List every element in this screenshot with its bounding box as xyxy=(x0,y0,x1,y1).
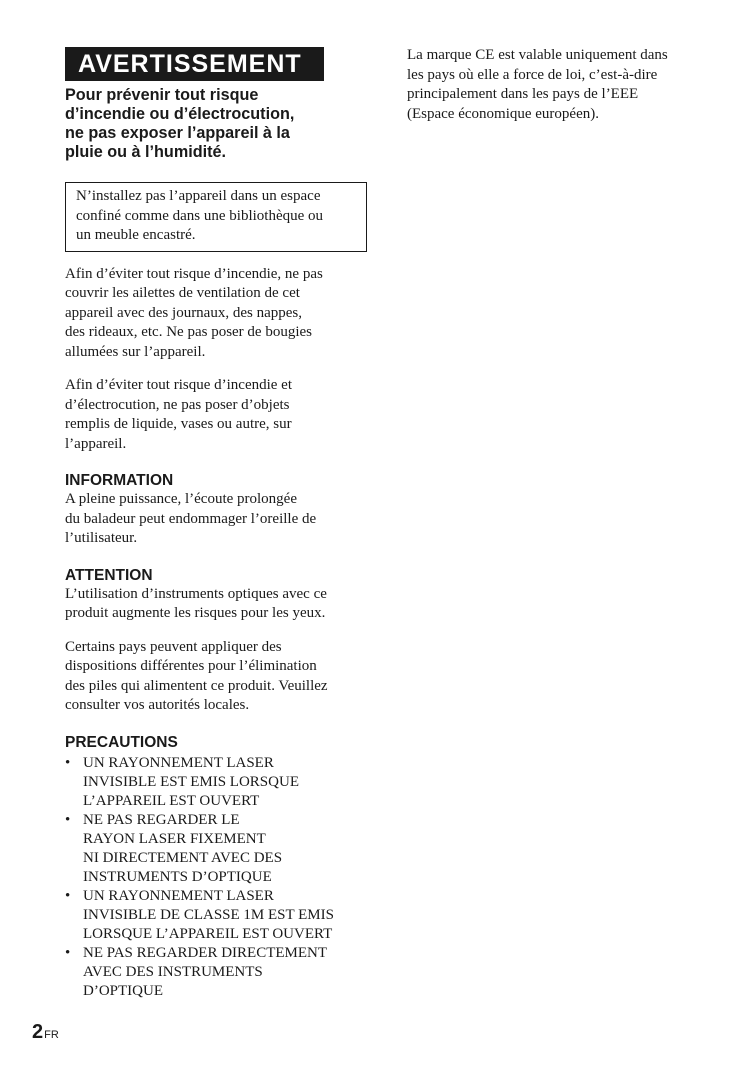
paragraph-line: produit augmente les risques pour les yeux. xyxy=(65,605,326,621)
paragraph-line: principalement dans les pays de l’EEE xyxy=(407,86,639,102)
warning-heading-line: ne pas exposer l’appareil à la xyxy=(65,124,290,142)
warning-heading-line: pluie ou à l’humidité. xyxy=(65,143,226,161)
warning-heading-line: Pour prévenir tout risque xyxy=(65,86,259,104)
list-item-line: LORSQUE L’APPAREIL EST OUVERT xyxy=(83,925,333,942)
list-item-line: NI DIRECTEMENT AVEC DES xyxy=(83,849,283,866)
list-item xyxy=(65,754,367,811)
paragraph-line: A pleine puissance, l’écoute prolongée xyxy=(65,491,298,507)
paragraph-line: dispositions différentes pour l’élimination xyxy=(65,658,317,674)
list-item-line: D’OPTIQUE xyxy=(83,982,163,999)
warning-heading xyxy=(65,86,365,162)
list-item-line: UN RAYONNEMENT LASER xyxy=(83,754,274,771)
shock-paragraph xyxy=(65,376,367,454)
warning-heading-line: d’incendie ou d’électrocution, xyxy=(65,105,295,123)
language-code: FR xyxy=(44,1029,59,1041)
paragraph-line: l’appareil. xyxy=(65,435,127,452)
paragraph-line: d’électrocution, ne pas poser d’objets xyxy=(65,396,290,413)
ce-mark-paragraph xyxy=(407,46,707,124)
information-paragraph xyxy=(65,490,367,549)
list-item xyxy=(65,887,367,944)
paragraph-line: Certains pays peuvent appliquer des xyxy=(65,638,282,655)
paragraph-line: les pays où elle a force de loi, c’est-à-dire xyxy=(407,66,658,83)
paragraph-line: l’utilisateur. xyxy=(65,530,138,546)
paragraph-line: Afin d’éviter tout risque d’incendie et xyxy=(65,377,293,393)
list-item-line: AVEC DES INSTRUMENTS xyxy=(83,963,263,980)
list-item xyxy=(65,944,367,1001)
paragraph-line: couvrir les ailettes de ventilation de cet xyxy=(65,285,300,301)
list-item-line: NE PAS REGARDER LE xyxy=(83,811,240,828)
warning-banner: AVERTISSEMENT xyxy=(65,47,324,81)
paragraph-line: L’utilisation d’instruments optiques avec ce xyxy=(65,585,327,602)
list-item-line: INVISIBLE EST EMIS LORSQUE xyxy=(83,773,299,790)
paragraph-line: (Espace économique européen). xyxy=(407,105,599,122)
paragraph-line: du baladeur peut endommager l’oreille de xyxy=(65,510,317,527)
attention-paragraph xyxy=(65,585,367,624)
bullet-icon: • xyxy=(65,811,71,828)
paragraph-line: consulter vos autorités locales. xyxy=(65,697,250,713)
paragraph-line: des rideaux, etc. Ne pas poser de bougies xyxy=(65,324,313,340)
page-footer xyxy=(32,1021,59,1044)
list-item-line: NE PAS REGARDER DIRECTEMENT xyxy=(83,944,328,961)
information-heading: INFORMATION xyxy=(65,472,174,489)
paragraph-line: des piles qui alimentent ce produit. Veuillez xyxy=(65,677,328,694)
left-column xyxy=(65,47,367,1001)
list-item-line: INSTRUMENTS D’OPTIQUE xyxy=(83,868,272,885)
paragraph-line: La marque CE est valable uniquement dans xyxy=(407,47,668,63)
paragraph-line: allumées sur l’appareil. xyxy=(65,343,206,360)
precautions-heading: PRECAUTIONS xyxy=(65,733,178,751)
fire-paragraph xyxy=(65,265,367,363)
notice-line: confiné comme dans une bibliothèque ou xyxy=(76,207,324,224)
precautions-list xyxy=(65,754,367,1001)
notice-line: N’installez pas l’appareil dans un espace xyxy=(76,188,321,204)
notice-line: un meuble encastré. xyxy=(76,227,196,243)
page-number: 2 xyxy=(32,1021,44,1043)
installation-notice-box xyxy=(65,182,367,252)
bullet-icon: • xyxy=(65,944,71,961)
attention-heading: ATTENTION xyxy=(65,566,153,584)
list-item xyxy=(65,811,367,887)
bullet-icon: • xyxy=(65,754,71,771)
bullet-icon: • xyxy=(65,887,71,904)
batteries-paragraph xyxy=(65,638,367,716)
paragraph-line: Afin d’éviter tout risque d’incendie, ne pas xyxy=(65,265,323,282)
list-item-line: INVISIBLE DE CLASSE 1M EST EMIS xyxy=(83,906,334,923)
right-column xyxy=(407,46,707,124)
paragraph-line: remplis de liquide, vases ou autre, sur xyxy=(65,416,292,432)
paragraph-line: appareil avec des journaux, des nappes, xyxy=(65,304,302,321)
list-item-line: UN RAYONNEMENT LASER xyxy=(83,887,274,904)
list-item-line: RAYON LASER FIXEMENT xyxy=(83,830,266,847)
list-item-line: L’APPAREIL EST OUVERT xyxy=(83,792,260,809)
